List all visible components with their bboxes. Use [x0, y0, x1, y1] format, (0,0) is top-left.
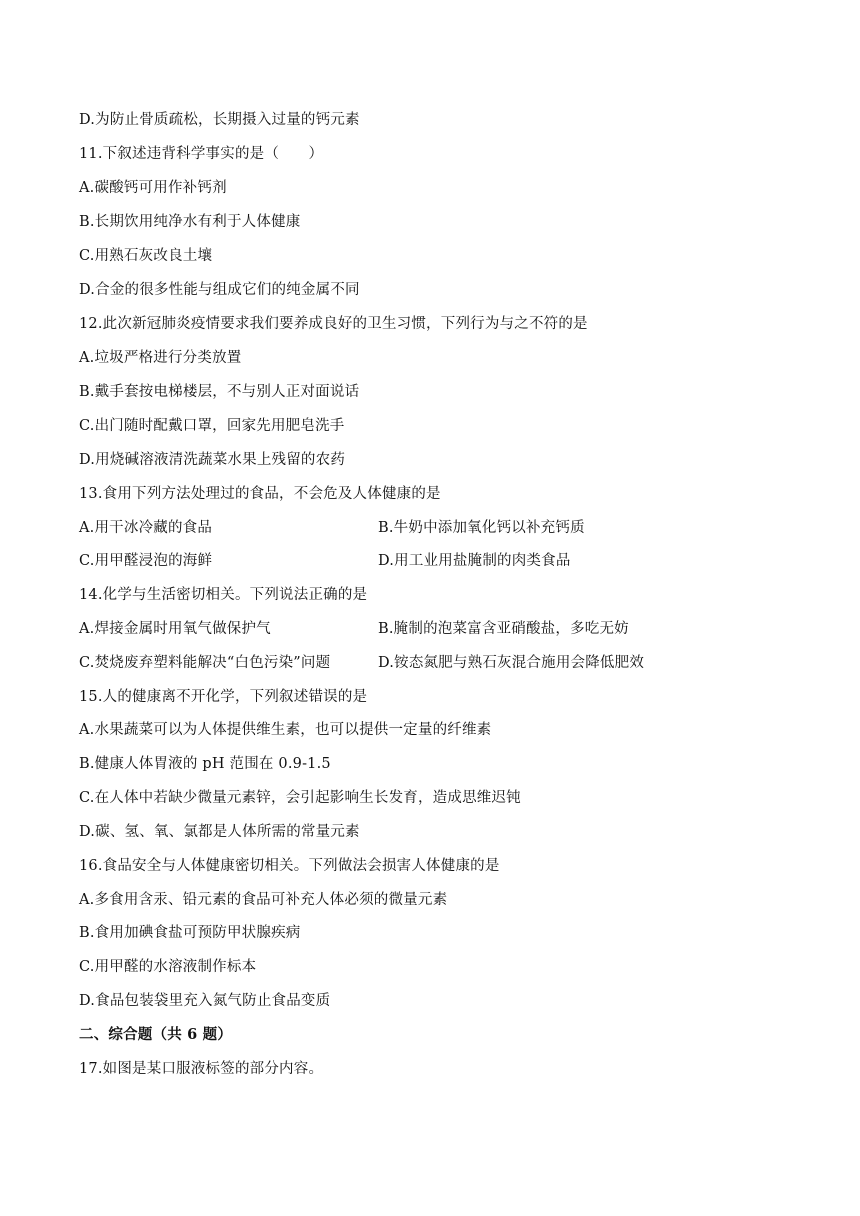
- q14-option-a: A.焊接金属时用氧气做保护气: [79, 621, 271, 637]
- q11-option-b: B.长期饮用纯净水有利于人体健康: [79, 214, 301, 230]
- q16-option-a: A.多食用含汞、铅元素的食品可补充人体必须的微量元素: [79, 892, 448, 908]
- q11-option-c: C.用熟石灰改良土壤: [79, 248, 213, 264]
- q10-option-d: D.为防止骨质疏松，长期摄入过量的钙元素: [79, 112, 360, 128]
- q13-option-d: D.用工业用盐腌制的肉类食品: [378, 553, 571, 569]
- q14-option-b: B.腌制的泡菜富含亚硝酸盐，多吃无妨: [378, 621, 629, 637]
- section-heading: 二、综合题（共 6 题）: [79, 1026, 233, 1043]
- q13-option-a: A.用干冰冷藏的食品: [79, 520, 213, 536]
- q16-option-b: B.食用加碘食盐可预防甲状腺疾病: [79, 925, 301, 941]
- q12-option-a: A.垃圾严格进行分类放置: [79, 350, 242, 366]
- q12-option-d: D.用烧碱溶液清洗蔬菜水果上残留的农药: [79, 452, 346, 468]
- q15-option-b: B.健康人体胃液的 pH 范围在 0.9-1.5: [79, 756, 331, 772]
- q17-stem: 17.如图是某口服液标签的部分内容。: [79, 1061, 324, 1077]
- q14-stem: 14.化学与生活密切相关。下列说法正确的是: [79, 587, 368, 603]
- q16-option-c: C.用甲醛的水溶液制作标本: [79, 959, 257, 975]
- q16-stem: 16.食品安全与人体健康密切相关。下列做法会损害人体健康的是: [79, 858, 500, 874]
- q16-option-d: D.食品包装袋里充入氮气防止食品变质: [79, 993, 331, 1009]
- q12-stem: 12.此次新冠肺炎疫情要求我们要养成良好的卫生习惯，下列行为与之不符的是: [79, 316, 588, 332]
- q12-option-b: B.戴手套按电梯楼层，不与别人正对面说话: [79, 384, 360, 400]
- q12-option-c: C.出门随时配戴口罩，回家先用肥皂洗手: [79, 418, 345, 434]
- q15-option-c: C.在人体中若缺少微量元素锌，会引起影响生长发育，造成思维迟钝: [79, 790, 521, 806]
- q11-stem: 11.下叙述违背科学事实的是（ ）: [79, 146, 324, 162]
- q11-option-a: A.碳酸钙可用作补钙剂: [79, 180, 227, 196]
- q13-option-b: B.牛奶中添加氧化钙以补充钙质: [378, 520, 585, 536]
- q13-stem: 13.食用下列方法处理过的食品，不会危及人体健康的是: [79, 486, 441, 502]
- q11-option-d: D.合金的很多性能与组成它们的纯金属不同: [79, 282, 360, 298]
- q15-option-d: D.碳、氢、氧、氯都是人体所需的常量元素: [79, 824, 360, 840]
- q14-option-c: C.焚烧废弃塑料能解决“白色污染”问题: [79, 655, 331, 671]
- q15-stem: 15.人的健康离不开化学，下列叙述错误的是: [79, 689, 368, 705]
- q14-option-d: D.铵态氮肥与熟石灰混合施用会降低肥效: [378, 655, 645, 671]
- q15-option-a: A.水果蔬菜可以为人体提供维生素，也可以提供一定量的纤维素: [79, 722, 492, 738]
- q13-option-c: C.用甲醛浸泡的海鲜: [79, 553, 213, 569]
